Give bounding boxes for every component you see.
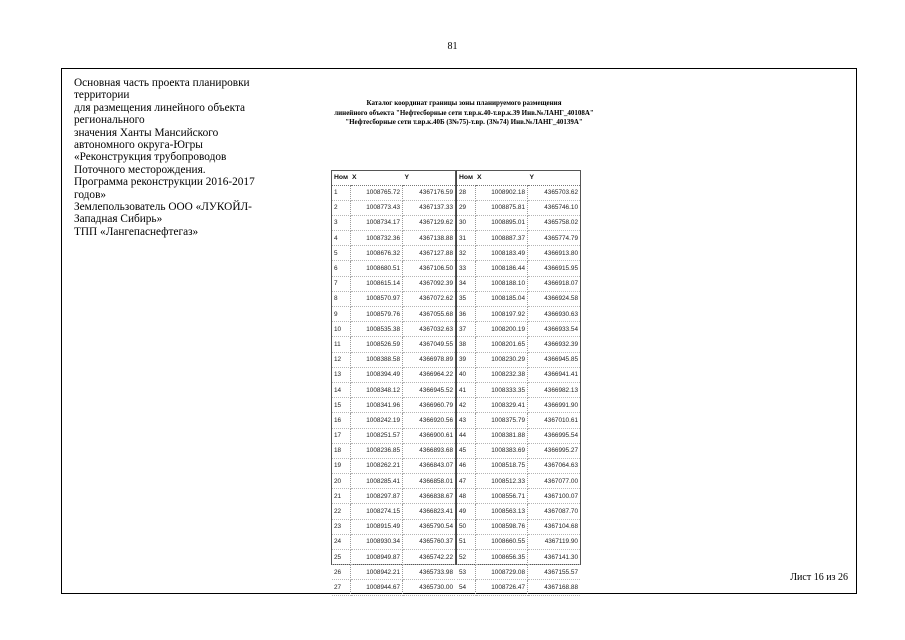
header-number: Ном xyxy=(332,171,350,185)
cell-x: 1008556.71 xyxy=(475,489,528,504)
cell-number: 20 xyxy=(332,474,350,489)
cell-number: 17 xyxy=(332,428,350,443)
cell-x: 1008341.96 xyxy=(350,398,403,413)
table-row xyxy=(457,367,580,382)
coordinates-table-left xyxy=(331,170,456,591)
header-x: X xyxy=(350,171,403,185)
header-y: Y xyxy=(403,171,456,185)
cell-number: 49 xyxy=(457,504,475,519)
cell-number: 30 xyxy=(457,215,475,230)
cell-x: 1008185.04 xyxy=(475,291,528,306)
cell-y: 4366918.07 xyxy=(528,276,581,291)
table-row xyxy=(332,580,455,595)
cell-number: 48 xyxy=(457,489,475,504)
table-row xyxy=(457,200,580,215)
cell-x: 1008186.44 xyxy=(475,261,528,276)
table-row xyxy=(332,185,455,200)
table-row xyxy=(457,261,580,276)
table-row xyxy=(457,443,580,458)
cell-x: 1008394.49 xyxy=(350,367,403,382)
table-row xyxy=(457,504,580,519)
cell-y: 4365746.10 xyxy=(528,200,581,215)
cell-x: 1008765.72 xyxy=(350,185,403,200)
cell-y: 4367119.90 xyxy=(528,534,581,549)
cell-y: 4367141.30 xyxy=(528,550,581,565)
cell-y: 4367129.62 xyxy=(403,215,456,230)
description-line: Поточного месторождения. xyxy=(74,163,206,176)
table-row xyxy=(457,474,580,489)
table-row xyxy=(332,352,455,367)
cell-y: 4367106.50 xyxy=(403,261,456,276)
cell-number: 19 xyxy=(332,458,350,473)
cell-x: 1008930.34 xyxy=(350,534,403,549)
cell-number: 2 xyxy=(332,200,350,215)
cell-y: 4367104.68 xyxy=(528,519,581,534)
cell-number: 37 xyxy=(457,322,475,337)
cell-number: 22 xyxy=(332,504,350,519)
cell-x: 1008512.33 xyxy=(475,474,528,489)
cell-x: 1008285.41 xyxy=(350,474,403,489)
table-header-row xyxy=(332,171,455,185)
cell-number: 16 xyxy=(332,413,350,428)
catalog-title-line: линейного объекта "Нефтесборные сети т.вр.к.40-т.вр.к.39 Инв.№ЛАНГ_40108А" xyxy=(334,108,594,117)
cell-y: 4365790.54 xyxy=(403,519,456,534)
cell-number: 24 xyxy=(332,534,350,549)
cell-y: 4366995.54 xyxy=(528,428,581,443)
cell-y: 4366991.90 xyxy=(528,398,581,413)
cell-x: 1008598.76 xyxy=(475,519,528,534)
cell-x: 1008383.69 xyxy=(475,443,528,458)
table-row xyxy=(457,428,580,443)
cell-number: 44 xyxy=(457,428,475,443)
cell-number: 26 xyxy=(332,565,350,580)
cell-y: 4367032.63 xyxy=(403,322,456,337)
cell-x: 1008656.35 xyxy=(475,550,528,565)
table-row xyxy=(332,428,455,443)
cell-x: 1008734.17 xyxy=(350,215,403,230)
table-row xyxy=(457,565,580,580)
cell-number: 14 xyxy=(332,382,350,397)
table-row xyxy=(457,337,580,352)
cell-y: 4366920.56 xyxy=(403,413,456,428)
cell-x: 1008732.36 xyxy=(350,231,403,246)
table-row xyxy=(332,307,455,322)
cell-y: 4367087.70 xyxy=(528,504,581,519)
cell-x: 1008242.19 xyxy=(350,413,403,428)
table-row xyxy=(457,246,580,261)
cell-y: 4366978.89 xyxy=(403,352,456,367)
table-row xyxy=(457,519,580,534)
table-row xyxy=(457,580,580,595)
table-row xyxy=(332,231,455,246)
table-row xyxy=(332,291,455,306)
catalog-title-line: "Нефтесборные сети т.вр.к.40Б (3№75)-т.вр. (3№74) Инв.№ЛАНГ_40139А" xyxy=(345,118,583,126)
description-line: годов» xyxy=(74,188,107,201)
table-row xyxy=(457,231,580,246)
cell-y: 4366924.58 xyxy=(528,291,581,306)
cell-number: 10 xyxy=(332,322,350,337)
table-row xyxy=(332,413,455,428)
cell-y: 4365758.02 xyxy=(528,215,581,230)
cell-x: 1008660.55 xyxy=(475,534,528,549)
table-row xyxy=(332,550,455,565)
cell-number: 45 xyxy=(457,443,475,458)
header-y: Y xyxy=(528,171,581,185)
cell-number: 42 xyxy=(457,398,475,413)
cell-x: 1008887.37 xyxy=(475,231,528,246)
description-line: территории xyxy=(74,89,130,102)
cell-y: 4367010.61 xyxy=(528,413,581,428)
table-header-row xyxy=(457,171,580,185)
cell-number: 28 xyxy=(457,185,475,200)
cell-x: 1008388.58 xyxy=(350,352,403,367)
cell-x: 1008375.79 xyxy=(475,413,528,428)
cell-x: 1008230.29 xyxy=(475,352,528,367)
cell-number: 33 xyxy=(457,261,475,276)
table-row xyxy=(332,504,455,519)
header-number: Ном xyxy=(457,171,475,185)
table-row xyxy=(457,458,580,473)
cell-x: 1008188.10 xyxy=(475,276,528,291)
cell-number: 35 xyxy=(457,291,475,306)
table-row xyxy=(457,534,580,549)
cell-x: 1008902.18 xyxy=(475,185,528,200)
cell-y: 4367072.62 xyxy=(403,291,456,306)
cell-y: 4367155.57 xyxy=(528,565,581,580)
table-row xyxy=(332,261,455,276)
cell-number: 8 xyxy=(332,291,350,306)
table-row xyxy=(332,322,455,337)
table-row xyxy=(332,215,455,230)
table-row xyxy=(457,215,580,230)
cell-y: 4365760.37 xyxy=(403,534,456,549)
table-row xyxy=(457,276,580,291)
table-row xyxy=(457,185,580,200)
cell-x: 1008942.21 xyxy=(350,565,403,580)
cell-number: 47 xyxy=(457,474,475,489)
cell-number: 6 xyxy=(332,261,350,276)
cell-x: 1008232.38 xyxy=(475,367,528,382)
table-row xyxy=(457,398,580,413)
cell-x: 1008676.32 xyxy=(350,246,403,261)
cell-y: 4366945.52 xyxy=(403,382,456,397)
table-row xyxy=(332,519,455,534)
cell-number: 46 xyxy=(457,458,475,473)
description-line: Основная часть проекта планировки xyxy=(74,77,250,89)
table-body-left xyxy=(332,185,455,595)
cell-y: 4365703.62 xyxy=(528,185,581,200)
cell-x: 1008518.75 xyxy=(475,458,528,473)
cell-number: 18 xyxy=(332,443,350,458)
description-line: Землепользователь ООО «ЛУКОЙЛ- xyxy=(74,201,252,214)
description-line: автономного округа-Югры xyxy=(74,139,203,152)
project-description xyxy=(74,77,289,238)
cell-x: 1008729.08 xyxy=(475,565,528,580)
cell-x: 1008329.41 xyxy=(475,398,528,413)
table-row xyxy=(457,322,580,337)
cell-number: 50 xyxy=(457,519,475,534)
cell-number: 31 xyxy=(457,231,475,246)
table-row xyxy=(457,291,580,306)
cell-number: 21 xyxy=(332,489,350,504)
cell-x: 1008680.51 xyxy=(350,261,403,276)
cell-number: 51 xyxy=(457,534,475,549)
cell-y: 4365733.98 xyxy=(403,565,456,580)
table-row xyxy=(457,382,580,397)
cell-number: 4 xyxy=(332,231,350,246)
cell-y: 4367176.59 xyxy=(403,185,456,200)
cell-x: 1008297.87 xyxy=(350,489,403,504)
cell-x: 1008251.57 xyxy=(350,428,403,443)
cell-x: 1008535.38 xyxy=(350,322,403,337)
cell-y: 4366913.80 xyxy=(528,246,581,261)
table-row xyxy=(457,413,580,428)
cell-number: 52 xyxy=(457,550,475,565)
cell-x: 1008570.97 xyxy=(350,291,403,306)
cell-x: 1008726.47 xyxy=(475,580,528,595)
cell-y: 4366945.85 xyxy=(528,352,581,367)
table-row xyxy=(332,489,455,504)
table-row xyxy=(332,367,455,382)
cell-number: 29 xyxy=(457,200,475,215)
cell-y: 4366893.68 xyxy=(403,443,456,458)
page-number: 81 xyxy=(447,41,458,52)
table-row xyxy=(332,382,455,397)
cell-y: 4366838.67 xyxy=(403,489,456,504)
cell-y: 4366960.79 xyxy=(403,398,456,413)
cell-y: 4366964.22 xyxy=(403,367,456,382)
cell-y: 4366932.39 xyxy=(528,337,581,352)
cell-number: 36 xyxy=(457,307,475,322)
coordinates-table-right xyxy=(456,170,581,591)
description-line: ТПП «Лангепаснефтегаз» xyxy=(74,225,199,238)
cell-number: 13 xyxy=(332,367,350,382)
cell-x: 1008197.92 xyxy=(475,307,528,322)
cell-number: 1 xyxy=(332,185,350,200)
description-line: Программа реконструкции 2016-2017 xyxy=(74,176,255,189)
cell-number: 11 xyxy=(332,337,350,352)
cell-number: 39 xyxy=(457,352,475,367)
cell-number: 41 xyxy=(457,382,475,397)
table-row xyxy=(457,550,580,565)
cell-number: 3 xyxy=(332,215,350,230)
cell-y: 4365742.22 xyxy=(403,550,456,565)
cell-y: 4367064.63 xyxy=(528,458,581,473)
description-line: регионального xyxy=(74,114,145,127)
table-row xyxy=(332,337,455,352)
table-row xyxy=(332,398,455,413)
cell-x: 1008563.13 xyxy=(475,504,528,519)
cell-number: 12 xyxy=(332,352,350,367)
cell-y: 4366843.07 xyxy=(403,458,456,473)
cell-number: 38 xyxy=(457,337,475,352)
cell-x: 1008875.81 xyxy=(475,200,528,215)
table-row xyxy=(332,534,455,549)
cell-x: 1008183.49 xyxy=(475,246,528,261)
cell-number: 7 xyxy=(332,276,350,291)
cell-y: 4367127.88 xyxy=(403,246,456,261)
table-row xyxy=(457,489,580,504)
cell-x: 1008381.88 xyxy=(475,428,528,443)
table-row xyxy=(332,276,455,291)
cell-y: 4367137.33 xyxy=(403,200,456,215)
table-row xyxy=(457,352,580,367)
cell-y: 4367077.00 xyxy=(528,474,581,489)
cell-y: 4367168.88 xyxy=(528,580,581,595)
cell-x: 1008274.15 xyxy=(350,504,403,519)
cell-y: 4366858.01 xyxy=(403,474,456,489)
cell-y: 4367092.39 xyxy=(403,276,456,291)
cell-number: 34 xyxy=(457,276,475,291)
cell-y: 4365774.79 xyxy=(528,231,581,246)
cell-number: 15 xyxy=(332,398,350,413)
cell-number: 9 xyxy=(332,307,350,322)
table-row xyxy=(457,307,580,322)
description-line: значения Ханты Мансийского xyxy=(74,126,219,139)
cell-number: 54 xyxy=(457,580,475,595)
table-row xyxy=(332,200,455,215)
cell-number: 5 xyxy=(332,246,350,261)
cell-number: 25 xyxy=(332,550,350,565)
cell-y: 4366823.41 xyxy=(403,504,456,519)
cell-x: 1008200.19 xyxy=(475,322,528,337)
cell-y: 4366933.54 xyxy=(528,322,581,337)
description-line: для размещения линейного объекта xyxy=(74,101,246,114)
table-row xyxy=(332,246,455,261)
cell-x: 1008348.12 xyxy=(350,382,403,397)
table-row xyxy=(332,458,455,473)
catalog-title xyxy=(284,99,644,128)
cell-x: 1008949.87 xyxy=(350,550,403,565)
cell-x: 1008526.59 xyxy=(350,337,403,352)
cell-y: 4366941.41 xyxy=(528,367,581,382)
cell-number: 32 xyxy=(457,246,475,261)
header-x: X xyxy=(475,171,528,185)
cell-x: 1008773.43 xyxy=(350,200,403,215)
cell-y: 4365730.00 xyxy=(403,580,456,595)
cell-y: 4366995.27 xyxy=(528,443,581,458)
cell-x: 1008201.65 xyxy=(475,337,528,352)
cell-y: 4367049.55 xyxy=(403,337,456,352)
cell-y: 4367138.88 xyxy=(403,231,456,246)
document-frame xyxy=(61,68,857,594)
description-line: Западная Сибирь» xyxy=(74,213,163,226)
sheet-label: Лист 16 из 26 xyxy=(790,572,848,583)
table-row xyxy=(332,474,455,489)
cell-x: 1008944.67 xyxy=(350,580,403,595)
cell-x: 1008262.21 xyxy=(350,458,403,473)
cell-x: 1008615.14 xyxy=(350,276,403,291)
cell-number: 53 xyxy=(457,565,475,580)
cell-number: 23 xyxy=(332,519,350,534)
cell-y: 4366930.63 xyxy=(528,307,581,322)
cell-y: 4367100.07 xyxy=(528,489,581,504)
catalog-title-line: Каталог координат границы зоны планируемого размещения xyxy=(366,99,562,107)
cell-x: 1008236.85 xyxy=(350,443,403,458)
cell-number: 43 xyxy=(457,413,475,428)
description-line: «Реконструкция трубопроводов xyxy=(74,151,227,164)
cell-number: 40 xyxy=(457,367,475,382)
table-body-right xyxy=(457,185,580,595)
table-row xyxy=(332,565,455,580)
cell-x: 1008915.49 xyxy=(350,519,403,534)
cell-y: 4367055.68 xyxy=(403,307,456,322)
cell-y: 4366900.61 xyxy=(403,428,456,443)
cell-x: 1008333.35 xyxy=(475,382,528,397)
table-row xyxy=(332,443,455,458)
cell-y: 4366982.13 xyxy=(528,382,581,397)
cell-y: 4366915.95 xyxy=(528,261,581,276)
cell-x: 1008579.76 xyxy=(350,307,403,322)
cell-number: 27 xyxy=(332,580,350,595)
cell-x: 1008895.01 xyxy=(475,215,528,230)
